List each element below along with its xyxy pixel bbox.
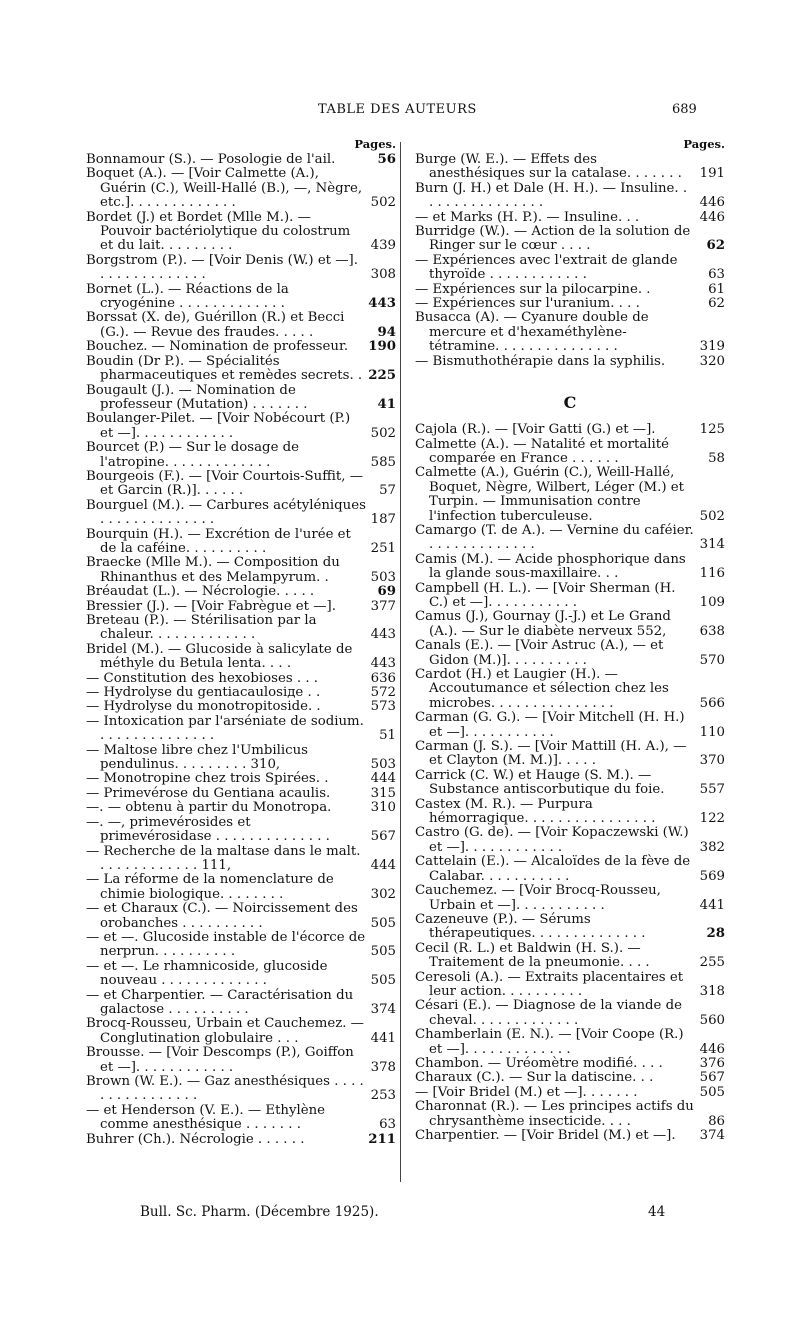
entry-page: 314 [699,537,725,553]
entry-page: 69 [377,584,396,600]
index-entry [415,1129,725,1143]
index-entry [86,384,396,413]
entry-text: Borssat (X. de), Guérillon (R.) et Becci (G.). — Revue des fraudes. . . . . [86,310,345,340]
index-entry [415,942,725,971]
index-entry [86,801,396,815]
index-entry [86,470,396,499]
index-entry [86,715,396,744]
index-entry [86,960,396,989]
entry-text: — Hydrolyse du gentiacaulosiде . . [86,685,321,701]
index-entry [415,283,725,297]
entry-text: Calmette (A.). — Natalité et mortalité comparée en France . . . . . . [415,436,669,466]
entry-page: 443 [370,627,396,643]
index-entry [86,902,396,931]
entry-text: — Hydrolyse du monotropitoside. . [86,699,321,715]
entry-text: Charonnat (R.). — Les principes actifs du chrysanthème insecticide. . . . [415,1099,694,1129]
entry-text: Bourgeois (F.). — [Voir Courtois-Suffit, — et Garcin (R.)]. . . . . . [86,468,364,499]
index-entry [415,311,725,354]
entry-page: 94 [377,324,396,340]
entry-page: 57 [379,483,396,499]
footer-journal: Bull. Sc. Pharm. (Décembre 1925). [140,1204,379,1220]
entry-page: 443 [368,296,396,312]
entry-text: Buhrer (Ch.). Nécrologie . . . . . . [86,1131,305,1147]
index-entry [415,639,725,668]
entry-text: — et —. Le rhamnicoside, glucoside nouveau . . . . . . . . . . . . . [86,958,328,989]
entry-page: 569 [699,868,725,884]
entry-text: Boulanger-Pilet. — [Voir Nobécourt (P.) et —]. . . . . . . . . . . . [86,411,351,441]
left-column [86,136,396,1147]
entry-page: 62 [708,296,725,312]
entry-page: 122 [699,811,725,827]
entry-text: — Expériences avec l'extrait de glande thyroïde . . . . . . . . . . . . [415,252,678,283]
index-entry [415,466,725,524]
entry-text: Charaux (C.). — Sur la datiscine. . . [415,1070,654,1086]
entry-page: 502 [699,508,725,524]
entry-page: 441 [370,1030,396,1046]
entry-text: — et Charpentier. — Caractérisation du galactose . . . . . . . . . . [86,987,354,1017]
entry-text: Breteau (P.). — Stérilisation par la chaleur. . . . . . . . . . . . . [86,613,317,643]
index-entry [86,600,396,614]
entry-text: Chambon. — Uréomètre modifié. . . . [415,1055,663,1071]
entry-page: 251 [370,540,396,556]
entry-text: Bridel (M.). — Glucoside à salicylate de méthyle du Betula lenta. . . . [86,641,353,672]
entry-text: Burridge (W.). — Action de la solution de Ringer sur le cœur . . . . [415,224,691,254]
entry-text: Boquet (A.). — [Voir Calmette (A.), Guérin (C.), Weill-Hallé (B.), —, Nègre, etc.]. . . . . . . . . . . . . [86,166,363,211]
entry-page: 382 [699,839,725,855]
index-entry [415,798,725,827]
entry-page: 374 [370,1001,396,1017]
index-entry [86,528,396,557]
index-entry [86,254,396,283]
entry-text: — Expériences sur la pilocarpine. . [415,281,651,297]
section-letter: C [563,393,577,413]
entry-page: 376 [699,1055,725,1071]
entry-text: — Primevérose du Gentiana acaulis. [86,785,331,801]
entry-page: 63 [379,1117,396,1133]
index-entry [86,816,396,845]
entry-text: Burn (J. H.) et Dale (H. H.). — Insuline. . . . . . . . . . . . . . . . [415,180,688,211]
index-entry [415,610,725,639]
index-entry [86,340,396,354]
index-entry [86,744,396,773]
entry-text: Charpentier. — [Voir Bridel (M.) et —]. [415,1128,676,1143]
index-entry [415,211,725,225]
index-entry [415,1057,725,1071]
entry-page: 443 [370,656,396,672]
entry-text: Bourguel (M.). — Carbures acétyléniques . . . . . . . . . . . . . . [86,497,366,528]
entry-text: Bonnamour (S.). — Posologie de l'ail. [86,152,336,167]
index-entry [86,283,396,312]
entry-text: Bordet (J.) et Bordet (Mlle M.). — Pouvoir bactériolytique du colostrum et du lait. . . . . . . . . [86,209,351,254]
index-entry [86,499,396,528]
entry-text: Ceresoli (A.). — Extraits placentaires et leur action. . . . . . . . . . [415,969,684,999]
entry-text: Braecke (Mlle M.). — Composition du Rhinanthus et des Melampyrum. . [86,555,340,585]
entry-text: —. —, primevérosides et primevérosidase . . . . . . . . . . . . . . [86,814,330,845]
entry-text: Chamberlain (E. N.). — [Voir Coope (R.) et —]. . . . . . . . . . . . . [415,1027,684,1057]
index-entry [415,884,725,913]
index-entry [415,971,725,1000]
index-entry [86,1046,396,1075]
entry-text: Castro (G. de). — [Voir Kopaczewski (W.) et —]. . . . . . . . . . . . [415,825,689,855]
entry-text: Camus (J.), Gournay (J.-J.) et Le Grand (A.). — Sur le diabète nerveux 552, [415,609,671,639]
entry-page: 560 [699,1012,725,1028]
entry-page: 63 [708,267,725,283]
entry-page: 567 [370,829,396,845]
entry-page: 446 [699,209,725,225]
entry-text: Cattelain (E.). — Alcaloïdes de la fève de Calabar. . . . . . . . . . . [415,854,691,884]
entry-page: 566 [699,695,725,711]
entry-page: 318 [699,983,725,999]
entry-page: 58 [708,450,725,466]
entry-page: 502 [370,425,396,441]
entry-page: 570 [699,652,725,668]
entry-page: 444 [370,771,396,787]
index-entry [415,855,725,884]
entry-page: 187 [370,512,396,528]
index-entry [86,1133,396,1147]
entry-page: 109 [699,594,725,610]
entry-text: — [Voir Bridel (M.) et —]. . . . . . . [415,1084,638,1100]
entry-page: 320 [699,353,725,369]
page-title: TABLE DES AUTEURS [318,102,477,117]
entry-page: 61 [708,281,725,297]
entry-page: 110 [699,724,725,740]
entry-text: Bourquin (H.). — Excrétion de l'urée et de la caféine. . . . . . . . . . [86,526,351,556]
index-entry [415,740,725,769]
index-entry [415,553,725,582]
entry-text: Carrick (C. W.) et Hauge (S. M.). — Substance antiscorbutique du foie. [415,767,665,798]
entry-text: — Constitution des hexobioses . . . [86,670,319,686]
entry-text: Camargo (T. de A.). — Vernine du caféier. . . . . . . . . . . . . . [415,522,694,553]
index-entry [415,826,725,855]
entry-text: Cajola (R.). — [Voir Gatti (G.) et —]. [415,422,656,438]
index-entry [415,1071,725,1085]
entry-text: Calmette (A.), Guérin (C.), Weill-Hallé, Boquet, Nègre, Wilbert, Léger (M.) et Turpin. — Immunisation contre l'infection tuberculeuse. [415,465,685,524]
entry-page: 28 [706,926,725,942]
entry-text: Camis (M.). — Acide phosphorique dans la glande sous-maxillaire. . . [415,551,686,582]
left-entries [86,153,396,1147]
index-entry [86,153,396,167]
index-entry [415,1028,725,1057]
entry-text: Cecil (R. L.) et Baldwin (H. S.). — Traitement de la pneumonie. . . . [415,940,650,971]
entry-page: 505 [370,973,396,989]
entry-page: 636 [370,670,396,686]
entry-text: — et Charaux (C.). — Noircissement des orobanches . . . . . . . . . . [86,901,358,931]
index-entry [415,999,725,1028]
entry-text: — Intoxication par l'arséniate de sodium. . . . . . . . . . . . . . . [86,713,364,744]
index-entry [86,686,396,700]
entry-page: 572 [370,685,396,701]
entry-page: 503 [370,757,396,773]
index-entry [415,438,725,467]
index-entry [86,412,396,441]
entry-text: Carman (J. S.). — [Voir Mattill (H. A.), — et Clayton (M. M.)]. . . . . [415,739,687,769]
entry-page: 211 [368,1131,396,1147]
pages-label: Pages. [683,137,725,151]
entry-text: — et Henderson (V. E.). — Ethylène comme anesthésique . . . . . . . [86,1102,326,1133]
page-number: 689 [672,102,697,117]
index-entry [86,672,396,686]
entry-text: Borgstrom (P.). — [Voir Denis (W.) et —]. . . . . . . . . . . . . . [86,252,358,283]
index-entry [86,845,396,874]
entry-page: 319 [699,339,725,355]
entry-text: — La réforme de la nomenclature de chimie biologique. . . . . . . . [86,872,334,902]
entry-text: Bréaudat (L.). — Nécrologie. . . . . [86,584,315,600]
entry-page: 502 [370,195,396,211]
entry-text: Bougault (J.). — Nomination de professeur (Mutation) . . . . . . . [86,382,308,412]
index-entry [86,873,396,902]
index-entry [415,582,725,611]
entry-text: Castex (M. R.). — Purpura hémorragique. . . . . . . . . . . . . . . . [415,796,656,827]
index-entry [86,1017,396,1046]
index-entry [86,211,396,254]
column-divider [400,142,401,1182]
entry-page: 446 [699,1041,725,1057]
entry-text: Carman (G. G.). — [Voir Mitchell (H. H.) et —]. . . . . . . . . . . [415,710,685,740]
index-entry [86,355,396,384]
index-entry [415,769,725,798]
entry-text: Boudin (Dr P.). — Spécialités pharmaceutiques et remèdes secrets. . [86,353,363,384]
entry-page: 439 [370,238,396,254]
entry-text: — et —. Glucoside instable de l'écorce de nerprun. . . . . . . . . . [86,929,366,960]
index-entry [86,167,396,210]
index-entry [86,1075,396,1104]
entry-text: Cazeneuve (P.). — Sérums thérapeutiques. . . . . . . . . . . . . . [415,911,646,942]
entry-page: 441 [699,897,725,913]
entry-page: 567 [699,1070,725,1086]
index-entry [415,355,725,369]
entry-text: Canals (E.). — [Voir Astruc (A.), — et Gidon (M.)]. . . . . . . . . . [415,638,664,668]
entry-text: —. — obtenu à partir du Monotropa. [86,800,332,816]
entry-page: 308 [370,267,396,283]
entry-text: Césari (E.). — Diagnose de la viande de cheval. . . . . . . . . . . . . [415,998,683,1028]
entry-text: Busacca (A). — Cyanure double de mercure et d'hexaméthylène-tétramine. . . . . . . . . . . . . . . [415,310,649,355]
index-entry [86,787,396,801]
index-entry [86,931,396,960]
index-entry [415,254,725,283]
index-entry [86,585,396,599]
index-entry [415,524,725,553]
index-entry [86,700,396,714]
right-bottom-entries [415,423,725,1143]
index-entry [86,441,396,470]
index-entry [415,225,725,254]
entry-page: 86 [708,1113,725,1129]
entry-page: 370 [699,753,725,769]
index-entry [86,614,396,643]
entry-text: — Maltose libre chez l'Umbilicus pendulinus. . . . . . . . . 310, [86,742,308,773]
entry-text: Burge (W. E.). — Effets des anesthésiques sur la catalase. . . . . . . [415,152,682,182]
entry-page: 374 [699,1128,725,1143]
entry-page: 62 [706,238,725,254]
entry-page: 585 [370,454,396,470]
index-entry [86,989,396,1018]
running-header [0,102,800,126]
index-entry [86,772,396,786]
entry-page: 505 [370,915,396,931]
entry-text: Campbell (H. L.). — [Voir Sherman (H. C.) et —]. . . . . . . . . . . [415,580,676,610]
entry-text: — Monotropine chez trois Spirées. . [86,771,329,787]
index-entry [415,297,725,311]
entry-text: — Bismuthothérapie dans la syphilis. [415,353,666,369]
entry-page: 302 [370,886,396,902]
pages-label: Pages. [354,137,396,151]
entry-text: Brown (W. E.). — Gaz anesthésiques . . . . . . . . . . . . . . . . [86,1074,364,1104]
index-entry [415,711,725,740]
entry-text: Bressier (J.). — [Voir Fabrègue et —]. [86,598,336,614]
index-entry [86,643,396,672]
entry-page: 638 [699,623,725,639]
index-entry [415,668,725,711]
index-entry [415,1086,725,1100]
entry-page: 41 [377,396,396,412]
entry-text: Bourcet (P.) — Sur le dosage de l'atropine. . . . . . . . . . . . . [86,440,300,470]
entry-page: 125 [699,422,725,438]
index-entry [415,153,725,182]
entry-page: 446 [699,195,725,211]
entry-page: 51 [379,728,396,744]
index-entry [86,1104,396,1133]
right-column [415,136,725,1143]
entry-page: 505 [699,1084,725,1100]
entry-text: Brocq-Rousseu, Urbain et Cauchemez. — Conglutination globulaire . . . [86,1016,364,1046]
entry-text: — et Marks (H. P.). — Insuline. . . [415,209,640,225]
entry-page: 191 [699,166,725,182]
entry-text: — Expériences sur l'uranium. . . . [415,296,640,312]
index-entry [415,913,725,942]
index-entry [86,311,396,340]
entry-text: Bornet (L.). — Réactions de la cryogénine . . . . . . . . . . . . . [86,281,289,312]
entry-text: Cardot (H.) et Laugier (H.). — Accoutumance et sélection chez les microbes. . . . . . . . . . . . . . . [415,667,669,711]
entry-page: 505 [370,944,396,960]
entry-page: 225 [368,368,396,384]
index-entry [86,556,396,585]
entry-page: 503 [370,569,396,585]
entry-page: 253 [370,1088,396,1104]
index-entry [415,182,725,211]
entry-text: Brousse. — [Voir Descomps (P.), Goiffon et —]. . . . . . . . . . . . [86,1045,354,1075]
entry-page: 310 [370,800,396,816]
entry-page: 255 [699,955,725,971]
footer-signature: 44 [648,1204,666,1220]
index-entry [415,1100,725,1129]
entry-page: 315 [370,785,396,801]
entry-page: 378 [370,1059,396,1075]
entry-page: 557 [699,782,725,798]
entry-text: Bouchez. — Nomination de professeur. [86,339,349,355]
entry-page: 573 [370,699,396,715]
entry-page: 56 [377,152,396,167]
index-entry [415,423,725,437]
entry-page: 444 [370,857,396,873]
entry-page: 190 [368,339,396,355]
entry-text: — Recherche de la maltase dans le malt. . . . . . . . . . . . . 111, [86,843,361,873]
entry-page: 377 [370,598,396,614]
entry-text: Cauchemez. — [Voir Brocq-Rousseu, Urbain et —]. . . . . . . . . . . [415,883,661,913]
entry-page: 116 [699,566,725,582]
right-top-entries [415,153,725,369]
